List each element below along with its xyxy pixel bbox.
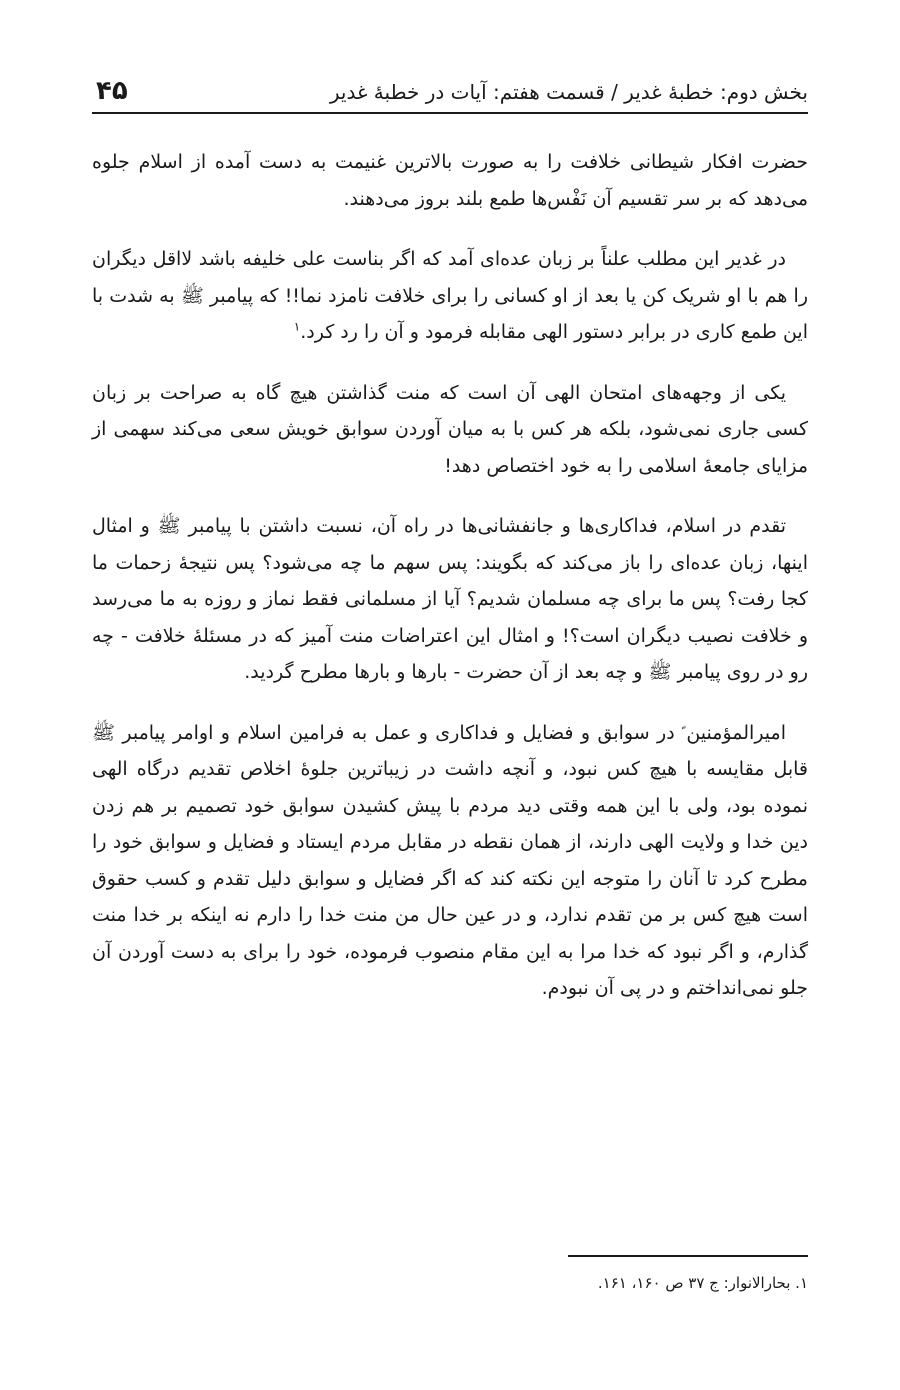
footnote: ۱. بحارالانوار: ج ۳۷ ص ۱۶۰، ۱۶۱. (597, 1274, 808, 1292)
paragraph-1: حضرت افکار شیطانی خلافت را به صورت بالاترین غنیمت به دست آمده از اسلام جلوه می‌دهد که بر سر تقسیم آن نَفْس‌ها طمع بلند بروز می‌دهند. (92, 151, 808, 210)
paragraph-2-text: در غدیر این مطلب علناً بر زبان عده‌ای آمد که اگر بناست علی خلیفه باشد لااقل دیگران را هم با او شریک کن یا بعد از او کسانی را برای خلافت نامزد نما!! که پیامبر ﷺ به شدت با این طمع کاری در برابر دستور الهی مقابله فرمود و آن را رد کرد. (92, 248, 808, 343)
book-page (92, 0, 808, 1390)
paragraph-3: یکی از وجهه‌های امتحان الهی آن است که منت گذاشتن هیچ گاه به صراحت بر زبان کسی جاری نمی‌شود، بلکه هر کس با به میان آوردن سوابق خویش سعی می‌کند سهمی از مزایای جامعهٔ اسلامی را به خود اختصاص دهد! (92, 381, 808, 477)
running-title: بخش دوم: خطبهٔ غدیر / قسمت هفتم: آیات در خطبهٔ غدیر (329, 80, 808, 104)
footnote-divider (568, 1255, 808, 1257)
footnote-marker: ۱ (293, 319, 301, 334)
paragraph-5: امیرالمؤمنین ؑ در سوابق و فضایل و فداکاری و عمل به فرامین اسلام و اوامر پیامبر ﷺ قابل مقایسه با هیچ کس نبود، و آنچه داشت در زیباترین جلوهٔ اخلاص تقدیم درگاه الهی نموده بود، ولی با این همه وقتی دید مردم با پیش کشیدن سوابق خود تصمیم بر هم زدن دین خدا و ولایت الهی دارند، از همان نقطه در مقابل مردم ایستاد و فضایل و سوابق خود را مطرح کرد تا آنان را متوجه این نکته کند که اگر فضایل و سوابق دلیل تقدم و کسب حقوق است هیچ کس بر من تقدم ندارد، و در عین حال من منت خدا را دارم نه اینکه بر خدا منت گذارم، و اگر نبود که خدا مرا به این مقام منصوب فرموده، خود را برای به دست آوردن آن جلو نمی‌انداختم و در پی آن نبودم. (92, 721, 808, 999)
body-text (92, 144, 808, 1031)
paragraph-2 (92, 241, 808, 351)
page-number: ۴۵ (96, 76, 128, 106)
paragraph-4: تقدم در اسلام، فداکاری‌ها و جانفشانی‌ها در راه آن، نسبت داشتن با پیامبر ﷺ و امثال اینها، زبان عده‌ای را باز می‌کند که بگویند: پس سهم ما چه می‌شود؟ پس نتیجهٔ زحمات ما کجا رفت؟ پس ما برای چه مسلمان شدیم؟ آیا از مسلمانی فقط نماز و روزه به ما می‌رسد و خلافت نصیب دیگران است؟! و امثال این اعتراضات منت آمیز که در مسئلهٔ خلافت - چه رو در روی پیامبر ﷺ و چه بعد از آن حضرت - بارها و بارها مطرح گردید. (92, 515, 808, 683)
page-header (92, 66, 808, 114)
